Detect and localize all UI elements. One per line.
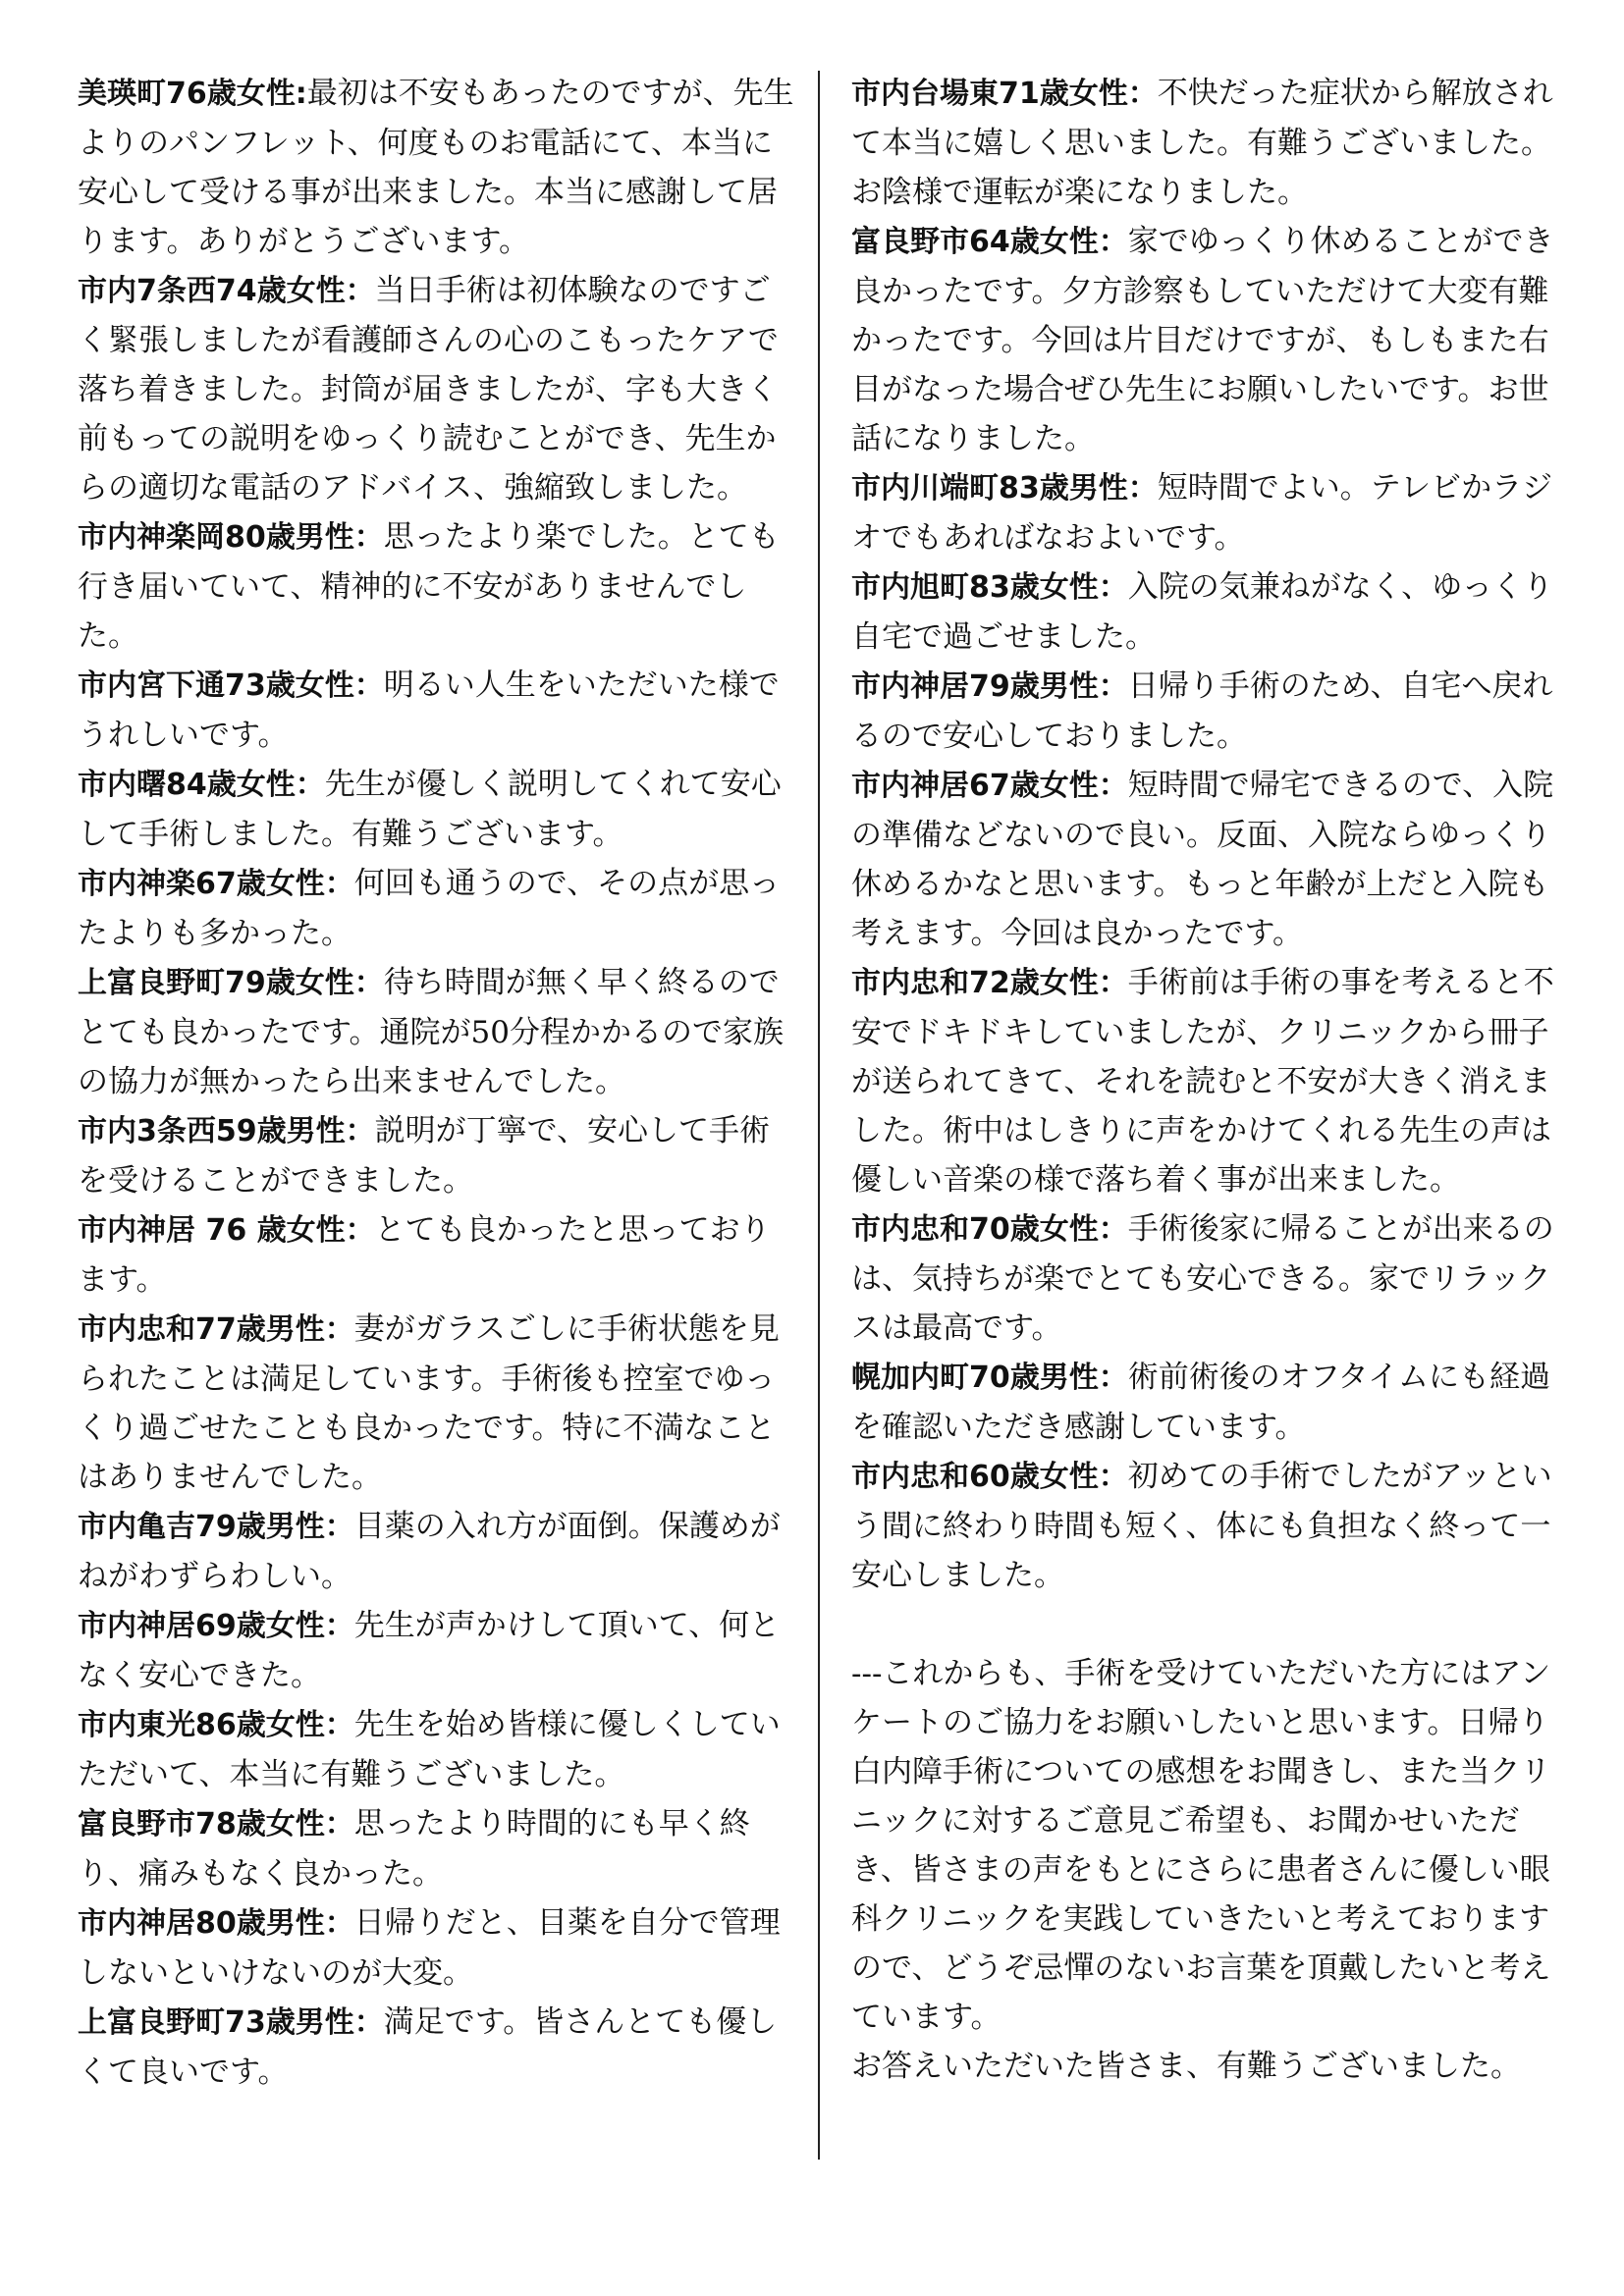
comment-entry <box>78 661 794 760</box>
comment-entry <box>78 859 794 958</box>
comment-text: 家でゆっくり休めることができ良かったです。夕方診察もしていただけて大変有難かったです。今回は片目だけですが、もしもまた右目がなった場合ぜひ先生にお願いしたいです。お世話になりました。 <box>851 224 1554 456</box>
respondent-label: 市内神居 76 歳女性： <box>78 1213 375 1248</box>
respondent-label: 市内台場東71歳女性： <box>851 77 1158 111</box>
respondent-label: 市内3条西59歳男性： <box>78 1114 375 1148</box>
comment-text: 先生を始め皆様に優しくしていただいて、本当に有難うございました。 <box>78 1707 781 1792</box>
respondent-label: 市内神居69歳女性： <box>78 1609 354 1643</box>
comment-entry <box>851 463 1558 562</box>
comment-entry <box>78 1106 794 1205</box>
comment-text: 日帰り手術のため、自宅へ戻れるので安心しておりました。 <box>851 668 1553 754</box>
respondent-label: 富良野市78歳女性： <box>78 1807 354 1842</box>
respondent-label: 市内川端町83歳男性： <box>851 471 1158 506</box>
comment-entry <box>78 1205 794 1305</box>
comment-text: 先生が優しく説明してくれて安心して手術しました。有難うございます。 <box>78 767 782 852</box>
comment-entry <box>78 1898 794 1998</box>
comment-entry <box>851 562 1558 662</box>
comment-entry <box>851 1204 1558 1353</box>
comment-entry <box>78 1305 794 1502</box>
respondent-label: 市内東光86歳女性： <box>78 1708 354 1742</box>
comment-text: 手術後家に帰ることが出来るのは、気持ちが楽でとても安心できる。家でリラックスは最高です。 <box>851 1211 1554 1346</box>
comment-entry <box>78 1700 794 1799</box>
respondent-label: 市内神居79歳男性： <box>851 669 1128 704</box>
respondent-label: 市内忠和77歳男性： <box>78 1312 354 1347</box>
comment-text: 思ったより楽でした。とても行き届いていて、精神的に不安がありませんでした。 <box>78 519 780 654</box>
comment-text: 不快だった症状から解放されて本当に嬉しく思いました。有難うございました。お陰様で運転が楽になりました。 <box>851 76 1553 210</box>
respondent-label: 市内宮下通73歳女性： <box>78 668 384 703</box>
comment-text: 目薬の入れ方が面倒。保護めがねがわずらわしい。 <box>78 1509 781 1594</box>
comment-text: 初めての手術でしたがアッという間に終わり時間も短く、体にも負担なく終って一安心しました。 <box>851 1459 1552 1593</box>
comment-entry <box>851 1353 1558 1452</box>
comment-text: 説明が丁寧で、安心して手術を受けることができました。 <box>78 1113 771 1199</box>
column-divider <box>818 71 820 2160</box>
respondent-label: 市内神居80歳男性： <box>78 1906 354 1941</box>
comment-text: 思ったより時間的にも早く終り、痛みもなく良かった。 <box>78 1806 750 1892</box>
comment-text: とても良かったと思っております。 <box>78 1212 771 1298</box>
comment-entry <box>78 1998 794 2097</box>
respondent-label: 幌加内町70歳男性： <box>851 1361 1128 1395</box>
respondent-label: 市内忠和70歳女性： <box>851 1212 1128 1247</box>
comment-entry <box>851 662 1558 761</box>
closing-paragraph: ---これからも、手術を受けていただいた方にはアンケートのご協力をお願いしたいと思います。日帰り白内障手術についての感想をお聞きし、また当クリニックに対するご意見ご希望も、お聞かせいただき、皆さまの声をもとにさらに患者さんに優しい眼科クリニックを実践していきたいと考えておりますので、どうぞ忌憚のないお言葉を頂戴したいと考えています。 <box>851 1656 1551 2035</box>
respondent-label: 上富良野町73歳男性： <box>78 2005 384 2040</box>
comment-entry <box>78 266 794 512</box>
respondent-label: 上富良野町79歳女性： <box>78 966 384 1000</box>
closing-message <box>851 1649 1558 2091</box>
respondent-label: 市内神楽67歳女性： <box>78 867 354 901</box>
respondent-label: 市内旭町83歳女性： <box>851 570 1128 605</box>
respondent-label: 富良野市64歳女性： <box>851 225 1128 259</box>
comment-text: 先生が声かけして頂いて、何となく安心できた。 <box>78 1608 781 1693</box>
comment-entry <box>78 1799 794 1898</box>
comment-entry <box>78 69 794 266</box>
comment-entry <box>78 1601 794 1700</box>
comment-text: 当日手術は初体験なのですごく緊張しましたが看護師さんの心のこもったケアで落ち着きました。封筒が届きましたが、字も大きく前もっての説明をゆっくり読むことができ、先生からの適切な電話のアドバイス、強縮致しました。 <box>78 273 779 506</box>
respondent-label: 市内亀吉79歳男性： <box>78 1510 354 1544</box>
right-column <box>851 69 1558 2091</box>
comment-entry <box>851 1452 1558 1600</box>
comment-entry <box>851 217 1558 463</box>
comment-entry <box>78 1502 794 1601</box>
comment-text: 入院の気兼ねがなく、ゆっくり自宅で過ごせました。 <box>851 569 1553 655</box>
comment-text: 待ち時間が無く早く終るのでとても良かったです。通院が50分程かかるので家族の協力が無かったら出来ませんでした。 <box>78 965 784 1099</box>
comment-entry <box>851 69 1558 217</box>
respondent-label: 市内忠和72歳女性： <box>851 966 1128 1000</box>
comment-text: 術前術後のオフタイムにも経過を確認いただき感謝しています。 <box>851 1360 1551 1445</box>
comment-text: 何回も通うので、その点が思ったよりも多かった。 <box>78 866 781 951</box>
respondent-label: 市内7条西74歳女性： <box>78 274 375 308</box>
respondent-label: 市内神楽岡80歳男性： <box>78 520 384 555</box>
comment-text: 短時間で帰宅できるので、入院の準備などないので良い。反面、入院ならゆっくり休めるかなと思います。もっと年齢が上だと入院も考えます。今回は良かったです。 <box>851 768 1554 951</box>
comment-entry <box>78 760 794 859</box>
left-column <box>78 69 794 2097</box>
comment-text: 満足です。皆さんとても優しくて良いです。 <box>78 2004 778 2090</box>
respondent-label: 市内忠和60歳女性： <box>851 1460 1128 1494</box>
comment-entry <box>78 512 794 661</box>
comment-text: 最初は不安もあったのですが、先生よりのパンフレット、何度ものお電話にて、本当に安心して受ける事が出来ました。本当に感謝して居ります。ありがとうございます。 <box>78 76 794 259</box>
closing-thanks: お答えいただいた皆さま、有難うございました。 <box>851 2049 1521 2084</box>
comment-text: 日帰りだと、目薬を自分で管理しないといけないのが大変。 <box>78 1905 781 1991</box>
respondent-label: 美瑛町76歳女性: <box>78 77 307 111</box>
comment-text: 短時間でよい。テレビかラジオでもあればなおよいです。 <box>851 470 1553 556</box>
respondent-label: 市内神居67歳女性： <box>851 769 1128 803</box>
comment-entry <box>78 958 794 1106</box>
comment-text: 明るい人生をいただいた様でうれしいです。 <box>78 667 780 753</box>
comment-entry <box>851 761 1558 958</box>
respondent-label: 市内曙84歳女性： <box>78 768 325 802</box>
comment-text: 妻がガラスごしに手術状態を見られたことは満足しています。手術後も控室でゆっくり過ごせたことも良かったです。特に不満なことはありませんでした。 <box>78 1311 780 1495</box>
comment-entry <box>851 958 1558 1204</box>
comment-text: 手術前は手術の事を考えると不安でドキドキしていましたが、クリニックから冊子が送られてきて、それを読むと不安が大きく消えました。術中はしきりに声をかけてくれる先生の声は優しい音楽の様で落ち着く事が出来ました。 <box>851 965 1554 1198</box>
